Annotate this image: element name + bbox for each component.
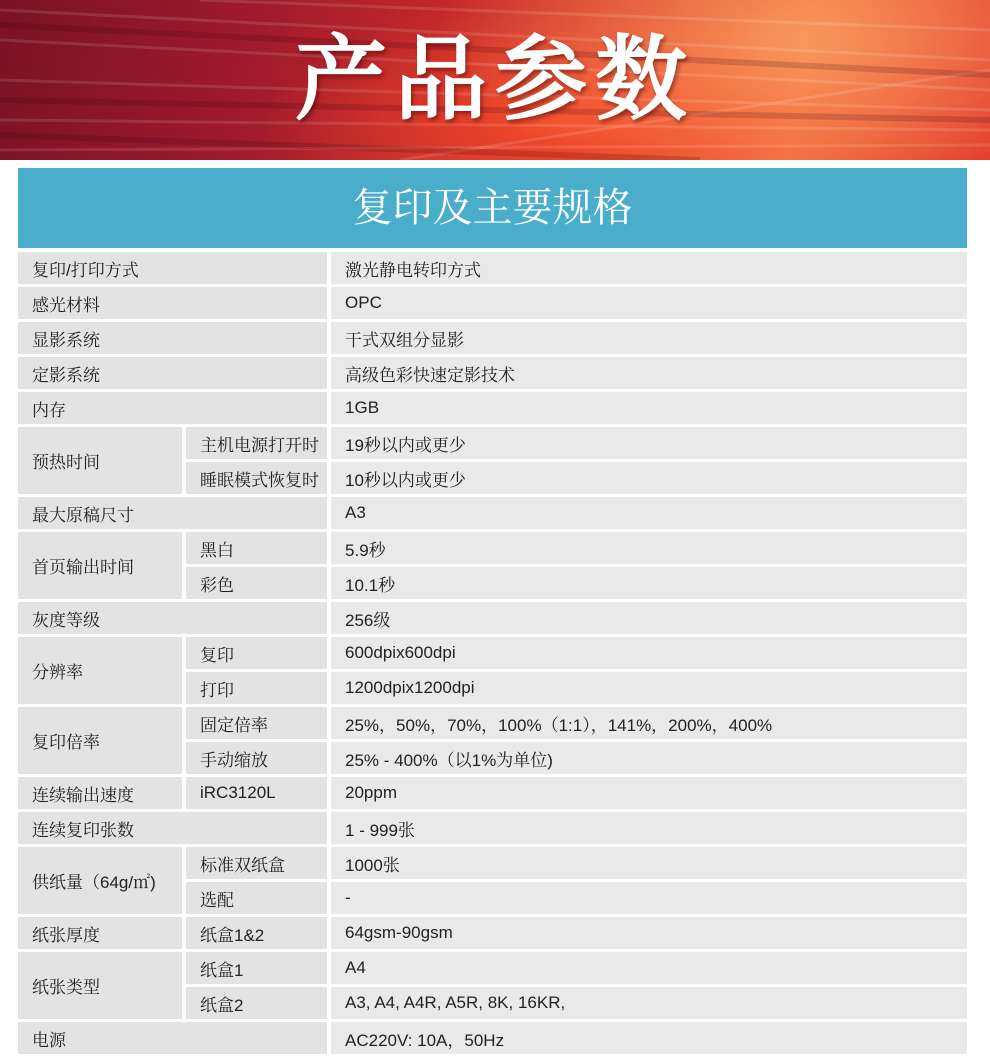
spec-sublabel: 彩色 <box>186 567 331 599</box>
spec-label: 电源 <box>18 1022 331 1054</box>
spec-value: 1000张 <box>331 847 967 879</box>
table-row <box>18 707 967 739</box>
spec-value: 64gsm-90gsm <box>331 917 967 949</box>
table-row <box>18 427 967 459</box>
spec-value: 干式双组分显影 <box>331 322 967 354</box>
spec-value: 25%，50%，70%，100%（1:1），141%，200%，400% <box>331 707 967 739</box>
spec-value: A3 <box>331 497 967 529</box>
spec-label: 复印/打印方式 <box>18 252 331 284</box>
table-row <box>18 287 967 319</box>
spec-sublabel: 黑白 <box>186 532 331 564</box>
spec-value: 20ppm <box>331 777 967 809</box>
spec-value: 1GB <box>331 392 967 424</box>
table-row <box>18 532 967 564</box>
spec-value: 5.9秒 <box>331 532 967 564</box>
table-row <box>18 602 967 634</box>
spec-label: 感光材料 <box>18 287 331 319</box>
spec-sublabel: iRC3120L <box>186 777 331 809</box>
table-row <box>18 497 967 529</box>
spec-sublabel: 主机电源打开时 <box>186 427 331 459</box>
spec-value: 1200dpix1200dpi <box>331 672 967 704</box>
spec-value: OPC <box>331 287 967 319</box>
table-row <box>18 917 967 949</box>
spec-sublabel: 复印 <box>186 637 331 669</box>
spec-value: 19秒以内或更少 <box>331 427 967 459</box>
spec-value: AC220V: 10A，50Hz <box>331 1022 967 1054</box>
spec-sublabel: 纸盒1&2 <box>186 917 331 949</box>
spec-value: 10秒以内或更少 <box>331 462 967 494</box>
spec-value: 高级色彩快速定影技术 <box>331 357 967 389</box>
spec-label: 显影系统 <box>18 322 331 354</box>
spec-label: 连续复印张数 <box>18 812 331 844</box>
spec-sublabel: 纸盒1 <box>186 952 331 984</box>
spec-sublabel: 纸盒2 <box>186 987 331 1019</box>
spec-label: 纸张类型 <box>18 952 186 1019</box>
spec-label: 定影系统 <box>18 357 331 389</box>
spec-value: 10.1秒 <box>331 567 967 599</box>
spec-table <box>18 249 967 1057</box>
spec-value: 激光静电转印方式 <box>331 252 967 284</box>
table-row <box>18 637 967 669</box>
banner <box>0 0 990 160</box>
spec-value: A3, A4, A4R, A5R, 8K, 16KR, <box>331 987 967 1019</box>
table-row <box>18 812 967 844</box>
spec-value: 256级 <box>331 602 967 634</box>
spec-label: 首页输出时间 <box>18 532 186 599</box>
spec-label: 纸张厚度 <box>18 917 186 949</box>
spec-label: 最大原稿尺寸 <box>18 497 331 529</box>
spec-value: - <box>331 882 967 914</box>
table-row <box>18 952 967 984</box>
banner-title: 产品参数 <box>294 26 695 133</box>
table-row <box>18 392 967 424</box>
table-row <box>18 777 967 809</box>
table-row <box>18 847 967 879</box>
spec-label: 连续输出速度 <box>18 777 186 809</box>
spec-value: 25% - 400%（以1%为单位) <box>331 742 967 774</box>
spec-value: A4 <box>331 952 967 984</box>
table-row <box>18 252 967 284</box>
spec-sublabel: 睡眠模式恢复时 <box>186 462 331 494</box>
table-row <box>18 322 967 354</box>
spec-sublabel: 标准双纸盒 <box>186 847 331 879</box>
spec-sublabel: 手动缩放 <box>186 742 331 774</box>
spec-value: 600dpix600dpi <box>331 637 967 669</box>
spec-label: 供纸量（64g/㎡) <box>18 847 186 914</box>
spec-label: 复印倍率 <box>18 707 186 774</box>
spec-sublabel: 固定倍率 <box>186 707 331 739</box>
table-row <box>18 357 967 389</box>
table-row <box>18 1022 967 1054</box>
spec-sublabel: 打印 <box>186 672 331 704</box>
section-title: 复印及主要规格 <box>18 168 967 248</box>
spec-label: 预热时间 <box>18 427 186 494</box>
spec-label: 分辨率 <box>18 637 186 704</box>
spec-value: 1 - 999张 <box>331 812 967 844</box>
spec-label: 内存 <box>18 392 331 424</box>
spec-sublabel: 选配 <box>186 882 331 914</box>
spec-label: 灰度等级 <box>18 602 331 634</box>
